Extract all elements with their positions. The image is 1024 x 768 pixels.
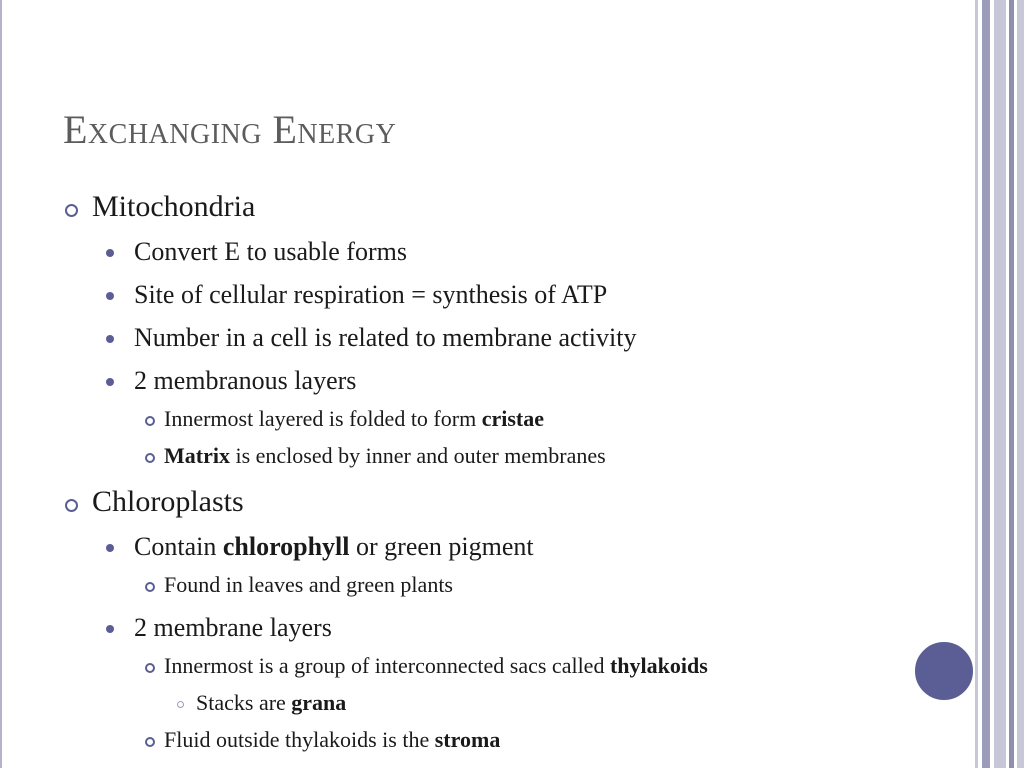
bold-term: chlorophyll: [222, 532, 350, 561]
bullet-marker: [145, 737, 155, 747]
bullet-item-level-3: [164, 653, 708, 679]
bullet-item-level-2: [134, 613, 332, 643]
bullet-text: Site of cellular respiration = synthesis of ATP: [134, 280, 608, 309]
bullet-item-level-2: [134, 323, 636, 353]
bullet-item-level-2: [134, 280, 607, 310]
bullet-marker: [106, 292, 114, 300]
bullet-text: Found in leaves and green plants: [164, 572, 453, 597]
slide-title: Exchanging Energy: [63, 107, 397, 152]
bullet-marker: [177, 701, 184, 708]
bullet-text: Contain: [134, 532, 223, 561]
bullet-item-level-3: [164, 572, 453, 598]
bullet-text: Number in a cell is related to membrane activity: [134, 323, 637, 352]
bold-term: grana: [291, 690, 347, 715]
bullet-item-level-3: [164, 406, 544, 432]
bullet-text: Stacks are: [196, 690, 292, 715]
bullet-marker: [65, 204, 78, 217]
bullet-text: Convert E to usable forms: [134, 237, 407, 266]
bullet-marker: [145, 416, 155, 426]
bullet-text: Fluid outside thylakoids is the: [164, 727, 435, 752]
bullet-marker: [106, 544, 114, 552]
bullet-marker: [65, 499, 78, 512]
bullet-marker: [145, 663, 155, 673]
bullet-item-level-2: [134, 532, 534, 562]
bullet-item-level-3: [164, 443, 606, 469]
bold-term: stroma: [434, 727, 501, 752]
bullet-item-level-1: [92, 190, 255, 224]
bullet-text: or green pigment: [349, 532, 534, 561]
bullet-text: is enclosed by inner and outer membranes: [229, 443, 606, 468]
bullet-item-level-1: [92, 485, 244, 519]
bold-term: Matrix: [164, 443, 230, 468]
bullet-text: Chloroplasts: [92, 485, 244, 518]
bullet-item-level-2: [134, 237, 407, 267]
bold-term: thylakoids: [609, 653, 708, 678]
bold-term: cristae: [481, 406, 544, 431]
bullet-text: 2 membranous layers: [134, 366, 357, 395]
bullet-item-level-2: [134, 366, 356, 396]
bullet-item-level-3: [164, 727, 500, 753]
bullet-marker: [145, 453, 155, 463]
bullet-text: 2 membrane layers: [134, 613, 332, 642]
bullet-marker: [106, 335, 114, 343]
bullet-text: Innermost layered is folded to form: [164, 406, 482, 431]
bullet-text: Mitochondria: [92, 190, 256, 223]
bullet-marker: [106, 625, 114, 633]
bullet-marker: [106, 378, 114, 386]
bullet-marker: [145, 582, 155, 592]
bullet-marker: [106, 249, 114, 257]
bullet-item-level-4: [196, 690, 346, 716]
bullet-text: Innermost is a group of interconnected sacs called: [164, 653, 610, 678]
